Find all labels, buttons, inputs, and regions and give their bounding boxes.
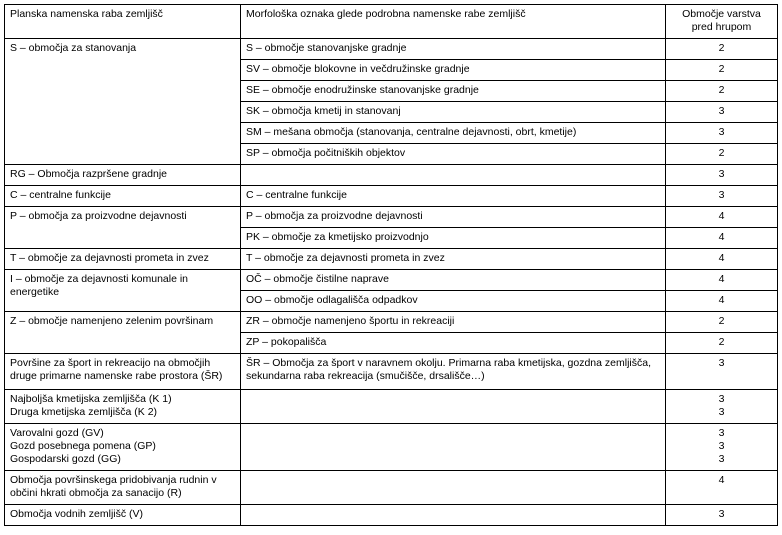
table-cell [241, 165, 666, 186]
cell-line: 3 [718, 453, 725, 465]
table-cell [5, 471, 241, 505]
table-cell: ZP – pokopališča [241, 333, 666, 354]
cell-line: Druga kmetijska zemljišča (K 2) [10, 406, 158, 418]
table-cell: 3 [666, 165, 778, 186]
table-cell: 4 [666, 249, 778, 270]
cell-line: energetike [10, 286, 60, 298]
cell-line: Varovalni gozd (GV) [10, 427, 104, 439]
header-text: pred hrupom [691, 21, 752, 33]
table-cell [666, 390, 778, 424]
cell-line: 3 [718, 393, 725, 405]
table-cell: 2 [666, 39, 778, 60]
table-cell: 3 [666, 102, 778, 123]
table-row [5, 424, 778, 471]
table-row [5, 354, 778, 390]
table-row [5, 390, 778, 424]
table-cell: T – območje za dejavnosti prometa in zvez [241, 249, 666, 270]
table-cell: 4 [666, 270, 778, 291]
cell-line: 3 [718, 427, 725, 439]
cell-line: 3 [718, 440, 725, 452]
table-cell: OČ – območje čistilne naprave [241, 270, 666, 291]
header-cell: Planska namenska raba zemljišč [5, 5, 241, 39]
table-cell: SE – območje enodružinske stanovanjske gradnje [241, 81, 666, 102]
table-cell [5, 390, 241, 424]
table-cell: T – območje za dejavnosti prometa in zvez [5, 249, 241, 270]
table-row [5, 207, 778, 228]
table-cell: Z – območje namenjeno zelenim površinam [5, 312, 241, 354]
table-cell: 4 [666, 291, 778, 312]
table-cell: C – centralne funkcije [5, 186, 241, 207]
table-cell: Območja vodnih zemljišč (V) [5, 505, 241, 526]
table-cell: 2 [666, 333, 778, 354]
table-cell: SV – območje blokovne in večdružinske gradnje [241, 60, 666, 81]
table-row [5, 249, 778, 270]
table-cell: 4 [666, 471, 778, 505]
table-cell: S – območja za stanovanja [5, 39, 241, 165]
table-cell: 3 [666, 354, 778, 390]
table-cell [241, 505, 666, 526]
table-cell [241, 471, 666, 505]
cell-line: druge primarne namenske rabe prostora (ŠR) [10, 370, 223, 382]
cell-line: Gospodarski gozd (GG) [10, 453, 121, 465]
cell-line: ŠR – Območja za šport v naravnem okolju. Primarna raba kmetijska, gozdna zemljišča, [246, 357, 651, 369]
table-cell [5, 424, 241, 471]
table-cell: 3 [666, 123, 778, 144]
header-row [5, 5, 778, 39]
cell-line: Najboljša kmetijska zemljišča (K 1) [10, 393, 172, 405]
cell-line: Območja površinskega pridobivanja rudnin v [10, 474, 217, 486]
table-row [5, 270, 778, 291]
table-cell: SP – območja počitniških objektov [241, 144, 666, 165]
table-cell [241, 424, 666, 471]
header-cell: Morfološka oznaka glede podrobna namenske rabe zemljišč [241, 5, 666, 39]
table-cell [241, 354, 666, 390]
table-cell [5, 270, 241, 312]
table-row [5, 186, 778, 207]
table-cell: P – območja za proizvodne dejavnosti [241, 207, 666, 228]
table-cell: 2 [666, 81, 778, 102]
noise-protection-table [4, 4, 778, 526]
table-cell: PK – območje za kmetijsko proizvodnjo [241, 228, 666, 249]
table-cell: 4 [666, 228, 778, 249]
table-cell [5, 354, 241, 390]
cell-line: Površine za šport in rekreacijo na območjih [10, 357, 211, 369]
table-cell: 2 [666, 312, 778, 333]
table-cell: OO – območje odlagališča odpadkov [241, 291, 666, 312]
table-row [5, 505, 778, 526]
table-cell [666, 424, 778, 471]
table-row [5, 165, 778, 186]
cell-line: občini hkrati območja za sanacijo (R) [10, 487, 182, 499]
table-row [5, 312, 778, 333]
table-cell: 3 [666, 505, 778, 526]
cell-line: I – območje za dejavnosti komunale in [10, 273, 189, 285]
header-text: Območje varstva [682, 8, 761, 20]
cell-line: 3 [718, 406, 725, 418]
table-cell: 4 [666, 207, 778, 228]
table-cell: SM – mešana območja (stanovanja, centralne dejavnosti, obrt, kmetije) [241, 123, 666, 144]
table-row [5, 39, 778, 60]
table-cell: P – območja za proizvodne dejavnosti [5, 207, 241, 249]
table-cell: S – območje stanovanjske gradnje [241, 39, 666, 60]
table-cell: C – centralne funkcije [241, 186, 666, 207]
table-cell [241, 390, 666, 424]
table-cell: 2 [666, 60, 778, 81]
cell-line: Gozd posebnega pomena (GP) [10, 440, 156, 452]
table-cell: ZR – območje namenjeno športu in rekreaciji [241, 312, 666, 333]
table-cell: SK – območja kmetij in stanovanj [241, 102, 666, 123]
table-cell: RG – Območja razpršene gradnje [5, 165, 241, 186]
cell-line: sekundarna raba rekreacija (smučišče, drsališče…) [246, 370, 485, 382]
table-cell: 3 [666, 186, 778, 207]
header-cell [666, 5, 778, 39]
table-cell: 2 [666, 144, 778, 165]
table-row [5, 471, 778, 505]
